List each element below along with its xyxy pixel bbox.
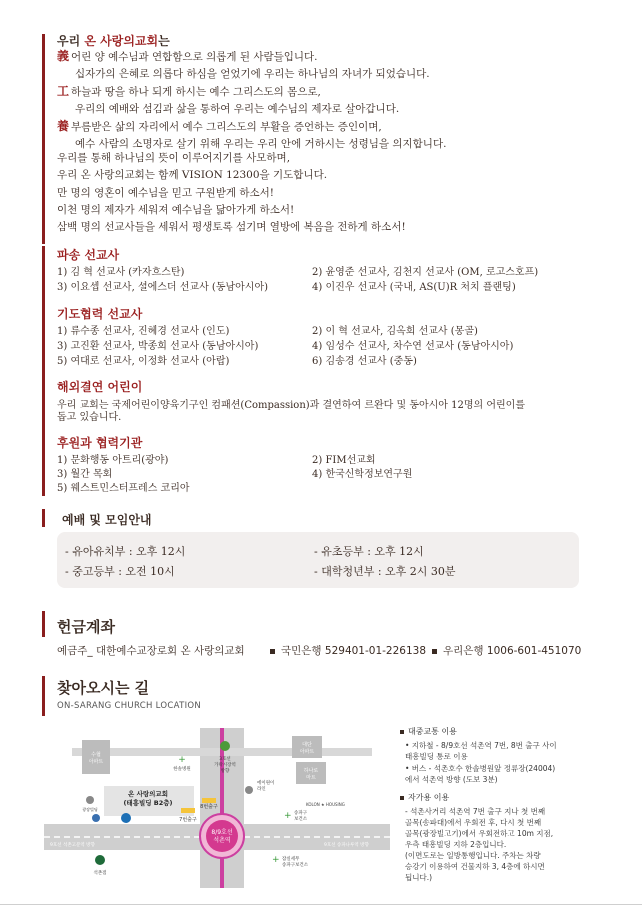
schedule-item: - 유아유치부 : 오후 12시 (65, 545, 186, 558)
direction-line: 에서 석촌역 방향 (도보 3분) (405, 775, 498, 784)
direction-line: (이면도로는 일방통행입니다. 주차는 차량 (405, 851, 541, 860)
map-label: 7번출구 (179, 817, 197, 823)
map-label: 에이원이 (257, 781, 275, 786)
list-item: 2) 윤영준 선교사, 김천지 선교사 (OM, 로고스호프) (312, 267, 539, 278)
worship-accent-bar (42, 509, 45, 527)
direction-line: 우측 태흥빌딩 지하 2층입니다. (405, 840, 507, 849)
list-item: 4) 임성수 선교사, 차수연 선교사 (동남아시아) (312, 341, 514, 352)
church-label: (태흥빌딩 B2층) (123, 799, 173, 807)
bank-icon (121, 813, 131, 823)
map-label: 대단 (302, 742, 312, 748)
bank-icon (92, 814, 100, 822)
vision-prayer-paragraph: 우리를 통해 하나님의 뜻이 이루어지기를 사모하며, 우리 온 사랑의교회는 함께 VISION 12300을 기도합니다. (57, 152, 328, 181)
map-label: 광장빌딩 (82, 807, 98, 812)
direction-line: - 석촌사거리 석촌역 7번 출구 지나 첫 번째 (405, 807, 546, 816)
vision-line: 義 어린 양 예수님과 연합함으로 의롭게 된 사람들입니다. (57, 49, 318, 63)
children-text: 돕고 있습니다. (57, 412, 122, 423)
clinic-cross-icon: + (272, 855, 280, 865)
map-label: 8번출구 (200, 804, 218, 810)
public-transit-heading: 대중교통 이용 (400, 726, 457, 737)
missions-accent-bar (42, 246, 45, 496)
worship-title: 예배 및 모임안내 (62, 513, 152, 527)
store-icon (245, 786, 253, 794)
direction-line: 골목(광장빌고기)에서 우회전하고 10m 지점, (405, 829, 554, 838)
worship-schedule-box (57, 532, 579, 588)
hospital-cross-icon: + (178, 755, 186, 765)
direction-line: 태흥빌딩 통로 이용 (405, 752, 468, 761)
list-item: 6) 김송경 선교사 (중동) (312, 356, 417, 367)
map-label: 보건소 (294, 817, 308, 822)
location-accent-bar (42, 676, 45, 716)
map-label: 라인 (257, 787, 266, 792)
schedule-item: - 중고등부 : 오전 10시 (65, 565, 175, 578)
bank-icon (86, 796, 94, 804)
bullet-square-icon (432, 649, 437, 654)
list-item: 2) FIM선교회 (312, 455, 376, 466)
list-item: 3) 고진환 선교사, 박종희 선교사 (동남아시아) (57, 341, 259, 352)
car-heading: 자가용 이용 (400, 792, 449, 803)
support-title: 후원과 협력기관 (57, 436, 143, 450)
map-label: 9호선 석촌고분역 방향 (50, 843, 95, 848)
list-item: 3) 월간 목회 (57, 469, 113, 480)
offering-title: 헌금계좌 (57, 618, 115, 636)
list-item: 1) 김 혁 선교사 (카자흐스탄) (57, 267, 185, 278)
station-label: 석촌역 (213, 837, 231, 844)
vision-accent-bar (42, 34, 45, 244)
direction-line: • 버스 - 석촌호수 한솔병원앞 정류장(24004) (405, 764, 556, 773)
map-label: 아파트 (299, 749, 315, 755)
direction-line: 골목(송파대)에서 우회전 후, 다시 첫 번째 (405, 818, 542, 827)
vision-title: 우리 온 사랑의교회는 (57, 34, 170, 48)
list-item: 3) 이요셉 선교사, 셜에스더 선교사 (동남아시아) (57, 282, 269, 293)
church-label: 온 사랑의교회 (128, 790, 168, 798)
bullet-square-icon (400, 796, 404, 800)
vision-line: 예수 사람의 소명자로 살기 위해 우리는 우리 안에 거하시는 성령님을 의지합니다. (75, 138, 447, 150)
map-label: 하나로 (303, 768, 319, 774)
clinic-cross-icon: + (284, 811, 292, 821)
location-title: 찾아오시는 길 (57, 679, 150, 697)
list-item: 4) 이진우 선교사 (국내, AS(U)R 처치 플랜팅) (312, 282, 516, 293)
map-label: 아파트 (88, 759, 104, 765)
list-item: 1) 문화행동 아트리(광야) (57, 455, 169, 466)
map-label: KOLON ★ HOUSING (306, 802, 345, 807)
direction-line: 승강기 이용하여 건물지하 3, 4층에 하시면 (405, 862, 545, 871)
starbucks-icon (95, 855, 105, 865)
station-icon (206, 820, 238, 852)
vision-statements (57, 48, 446, 153)
map-label: 송파구보건소 (282, 863, 309, 868)
map-label: 9호선 송파나루역 방향 (324, 843, 369, 848)
location-subtitle: ON-SARANG CHURCH LOCATION (57, 701, 202, 711)
map-label: 석촌점 (93, 871, 107, 876)
page-bottom-rule (0, 904, 642, 905)
offering-accent-bar (42, 611, 45, 637)
vision-12300-paragraph: 만 명의 영혼이 예수님을 믿고 구원받게 하소서! 이천 명의 제자가 세워져 예수님을 닮아가게 하소서! 삼백 명의 선교사들을 세워서 평생토록 섬기며 열방에 복음을 전하게 하소서! (57, 187, 406, 233)
vision-line: 養 부름받은 삶의 자리에서 예수 그리스도의 부활을 증언하는 증인이며, (57, 119, 382, 133)
map-label: 송파구 (294, 811, 308, 816)
location-map (44, 728, 390, 888)
schedule-item: - 유초등부 : 오후 12시 (314, 545, 424, 558)
map-label: 방향 (220, 769, 230, 774)
map-label: 3호선 (219, 757, 231, 762)
exit-marker (202, 798, 216, 803)
vision-line: 우리의 예배와 섬김과 삶을 통하여 우리는 예수님의 제자로 살아갑니다. (75, 103, 400, 115)
map-label: 가락시장역 (214, 763, 236, 768)
bullet-square-icon (270, 649, 275, 654)
list-item: 1) 류수종 선교사, 진혜경 선교사 (인도) (57, 326, 230, 337)
map-label: 수협 (91, 752, 101, 758)
vision-line: 십자가의 은혜로 의롭다 하심을 얻었기에 우리는 하나님의 자녀가 되었습니다. (75, 68, 430, 80)
map-label: 한솔병원 (173, 767, 191, 772)
exit-marker (181, 808, 195, 813)
list-item: 5) 웨스트민스터프레스 코리아 (57, 483, 190, 494)
bank-account: 국민은행 529401-01-226138 (270, 643, 426, 658)
children-title: 해외결연 어린이 (57, 380, 143, 394)
station-label: 8/9호선 (211, 829, 233, 836)
map-label: 잠실세무 (282, 857, 300, 862)
account-holder: 예금주_ 대한예수교장로회 온 사랑의교회 (57, 645, 245, 657)
subway-3-icon (220, 741, 230, 751)
schedule-item: - 대학청년부 : 오후 2시 30분 (314, 565, 456, 578)
direction-line: 됩니다.) (405, 873, 433, 882)
children-text: 우리 교회는 국제어린이양육기구인 컴패션(Compassion)과 결연하여 르완다 및 동아시아 12명의 어린이를 (57, 400, 525, 411)
missionaries-title: 파송 선교사 (57, 248, 120, 262)
list-item: 5) 여대로 선교사, 이정화 선교사 (아랍) (57, 356, 230, 367)
bank-account: 우리은행 1006-601-451070 (432, 643, 581, 658)
vision-line: 工 하늘과 땅을 하나 되게 하시는 예수 그리스도의 몸으로, (57, 84, 321, 98)
list-item: 4) 한국신학정보연구원 (312, 469, 413, 480)
prayer-missionaries-title: 기도협력 선교사 (57, 307, 143, 321)
direction-line: • 지하철 - 8/9호선 석촌역 7번, 8번 출구 사이 (405, 741, 557, 750)
bullet-square-icon (400, 730, 404, 734)
map-label: 마트 (306, 775, 316, 781)
list-item: 2) 이 혁 선교사, 김옥희 선교사 (몽골) (312, 326, 478, 337)
